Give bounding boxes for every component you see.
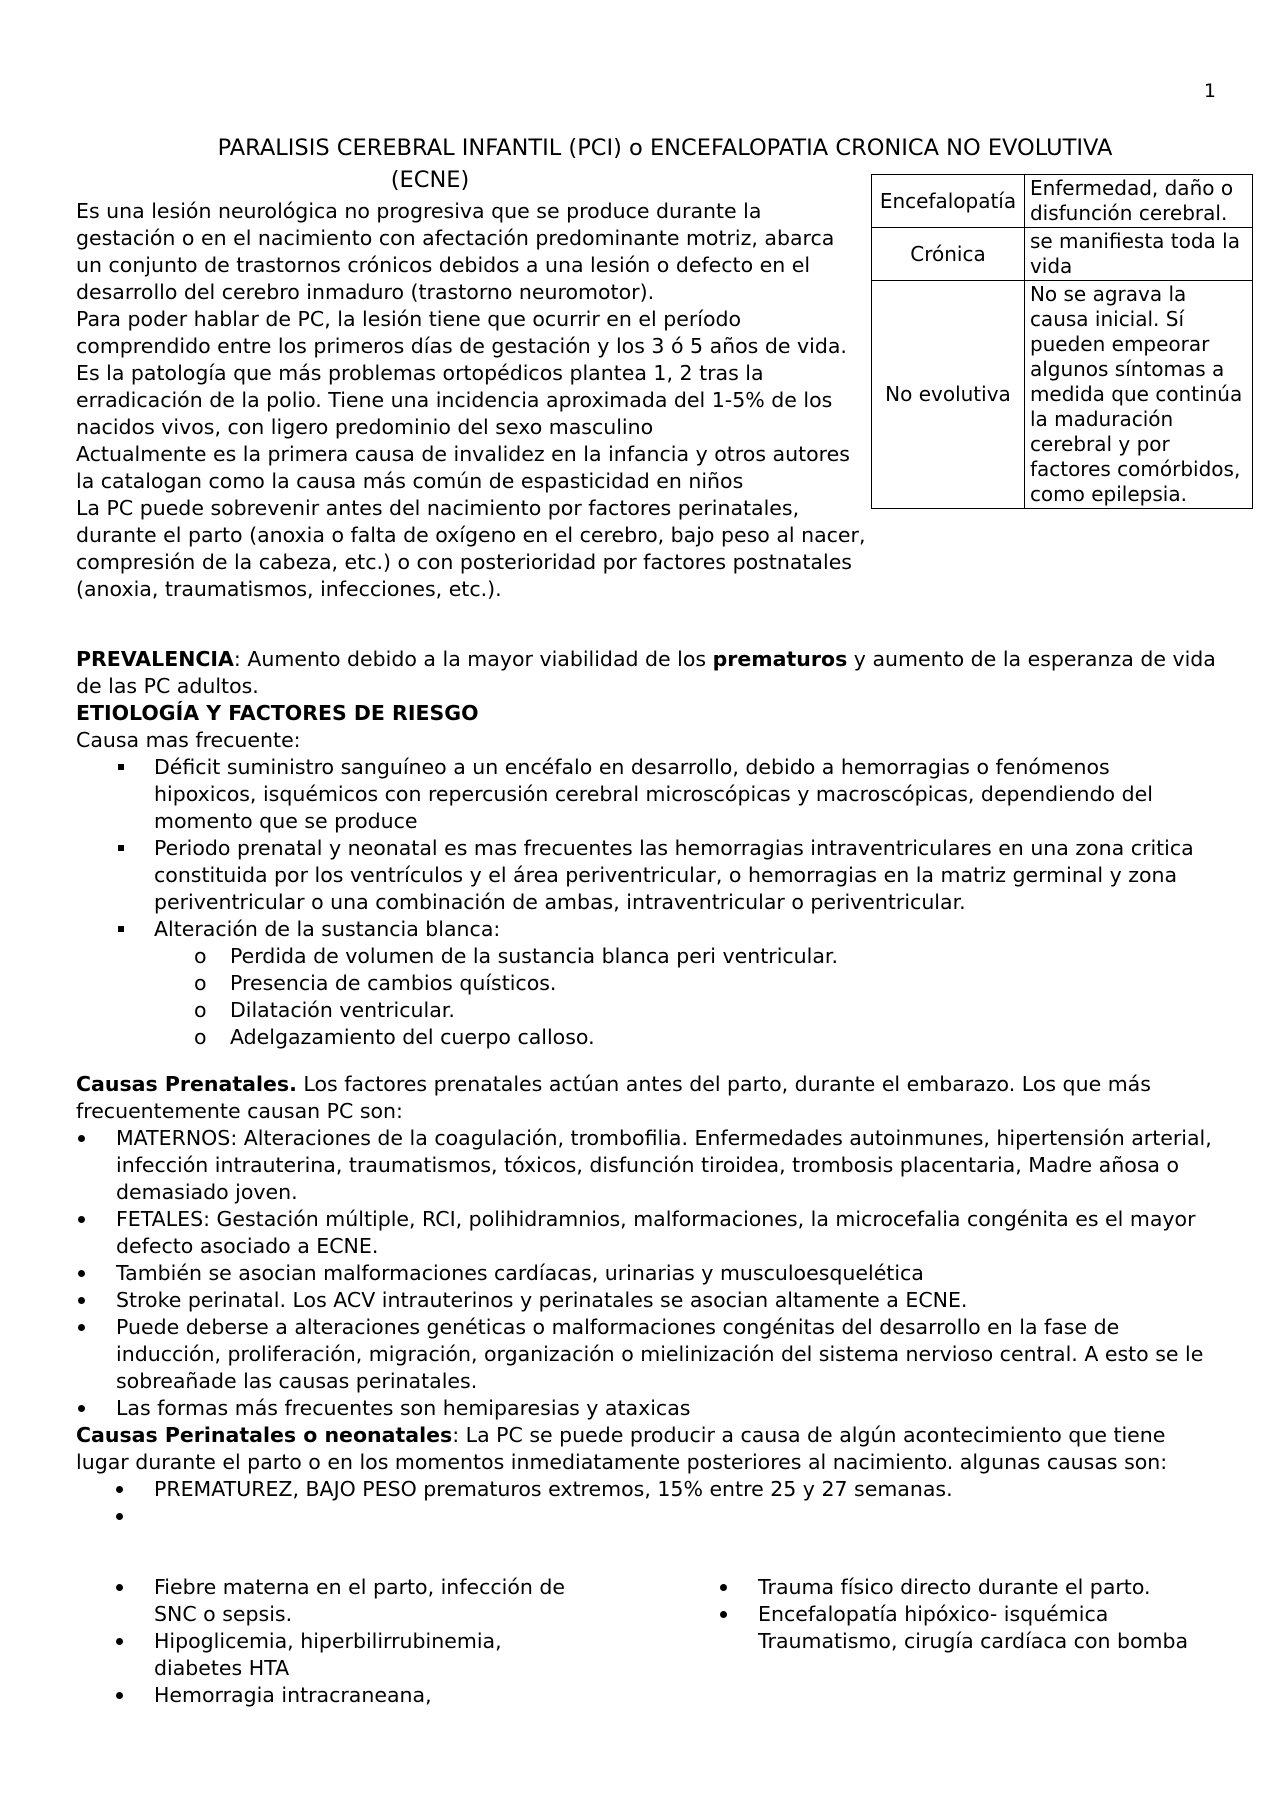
- list-item: Hipoglicemia, hiperbilirrubinemia, diabetes HTA: [76, 1628, 596, 1682]
- prenatales-label: Causas Prenatales.: [76, 1072, 297, 1096]
- intro-paragraph: Actualmente es la primera causa de invalidez en la infancia y otros autores la catalogan como la causa más común de espasticidad en niños: [76, 442, 850, 493]
- etiologia-heading-text: ETIOLOGÍA Y FACTORES DE RIESGO: [76, 701, 479, 725]
- table-row: [872, 175, 1253, 228]
- definitions-table: [871, 174, 1253, 509]
- list-item: FETALES: Gestación múltiple, RCI, polihidramnios, malformaciones, la microcefalia congénita es el mayor defecto asociado a ECNE.: [76, 1206, 1216, 1260]
- page-title: PARALISIS CEREBRAL INFANTIL (PCI) o ENCEFALOPATIA CRONICA NO EVOLUTIVA: [217, 135, 1113, 161]
- description-cell: se manifiesta toda la vida: [1024, 228, 1252, 281]
- term-cell: No evolutiva: [872, 281, 1025, 509]
- intro-paragraph: Es una lesión neurológica no progresiva que se produce durante la gestación o en el nacimiento con afectación predominante motriz, abarca un conjunto de trastornos crónicos debidos a una lesión o defecto en el desarrollo del cerebro inmaduro (trastorno neuromotor).: [76, 199, 835, 304]
- list-item: o Presencia de cambios quísticos.: [76, 970, 1216, 997]
- list-item: También se asocian malformaciones cardíacas, urinarias y musculoesquelética: [76, 1260, 1216, 1287]
- list-item: MATERNOS: Alteraciones de la coagulación, trombofilia. Enfermedades autoinmunes, hipertensión arterial, infección intrauterina, traumatismos, tóxicos, disfunción tiroidea, trombosis placentaria, Madre añosa o demasiado joven.: [76, 1125, 1216, 1206]
- page-number: 1: [1203, 80, 1216, 102]
- list-item: Trauma físico directo durante el parto.: [686, 1574, 1206, 1601]
- description-cell: Enfermedad, daño o disfunción cerebral.: [1024, 175, 1252, 228]
- intro-paragraph: La PC puede sobrevenir antes del nacimiento por factores perinatales, durante el parto (anoxia o falta de oxígeno en el cerebro, bajo peso al nacer, compresión de la cabeza, etc.) o con posterioridad por factores postnatales (anoxia, traumatismos, infecciones, etc.).: [76, 496, 866, 601]
- list-item: Fiebre materna en el parto, infección de SNC o sepsis.: [76, 1574, 596, 1628]
- table-row: [872, 228, 1253, 281]
- prenatales-paragraph: [76, 1071, 1216, 1125]
- list-item: Déficit suministro sanguíneo a un encéfalo en desarrollo, debido a hemorragias o fenómenos hipoxicos, isquémicos con repercusión cerebral microscópicas y macroscópicas, dependiendo del momento que se produce: [76, 754, 1216, 835]
- sustancia-blanca-sublist: [76, 943, 1216, 1051]
- perinatales-intro: : La PC se puede producir a causa de algún acontecimiento que tiene lugar durante el parto o en los momentos inmediatamente posteriores al nacimiento. algunas causas son:: [76, 1423, 1168, 1474]
- list-item: Periodo prenatal y neonatal es mas frecuentes las hemorragias intraventriculares en una zona critica constituida por los ventrículos y el área periventricular, o hemorragias en la matriz germinal y zona periventricular o una combinación de ambas, intraventricular o periventricular.: [76, 835, 1216, 916]
- etiologia-list: [76, 754, 1216, 943]
- perinatales-list: [76, 1476, 1216, 1530]
- perinatales-label: Causas Perinatales o neonatales: [76, 1423, 453, 1447]
- etiologia-intro: Causa mas frecuente:: [76, 728, 301, 752]
- list-item: PREMATUREZ, BAJO PESO prematuros extremos, 15% entre 25 y 27 semanas.: [76, 1476, 1216, 1503]
- perinatales-column-left: [76, 1574, 596, 1709]
- intro-paragraph: Para poder hablar de PC, la lesión tiene que ocurrir en el período comprendido entre los primeros días de gestación y los 3 ó 5 años de vida. Es la patología que más problemas ortopédicos plantea 1, 2 tras la erradicación de la polio. Tiene una incidencia aproximada del 1-5% de los nacidos vivos, con ligero predominio del sexo masculino: [76, 307, 847, 439]
- main-body: [76, 646, 1216, 1530]
- perinatales-paragraph: [76, 1422, 1216, 1476]
- perinatales-columns: [76, 1574, 1216, 1709]
- list-item: [76, 1503, 1216, 1530]
- table-row: [872, 281, 1253, 509]
- etiologia-heading: [76, 700, 1216, 727]
- term-cell: Crónica: [872, 228, 1025, 281]
- description-cell: No se agrava la causa inicial. Sí pueden empeorar algunos síntomas a medida que continúa la maduración cerebral y por factores comórbidos, como epilepsia.: [1024, 281, 1252, 509]
- prevalencia-text: : Aumento debido a la mayor viabilidad de los: [233, 647, 713, 671]
- list-item: Alteración de la sustancia blanca:: [76, 916, 1216, 943]
- page-title-continuation: (ECNE): [390, 167, 470, 193]
- prevalencia-paragraph: [76, 646, 1216, 700]
- prenatales-list: [76, 1125, 1216, 1422]
- list-item: Las formas más frecuentes son hemiparesias y ataxicas: [76, 1395, 1216, 1422]
- list-item: Hemorragia intracraneana,: [76, 1682, 596, 1709]
- list-item: Stroke perinatal. Los ACV intrauterinos y perinatales se asocian altamente a ECNE.: [76, 1287, 1216, 1314]
- prevalencia-bold-word: prematuros: [712, 647, 848, 671]
- prenatales-intro: Los factores prenatales actúan antes del parto, durante el embarazo. Los que más frecuentemente causan PC son:: [76, 1072, 1151, 1123]
- prevalencia-label: PREVALENCIA: [76, 647, 234, 671]
- list-item: Puede deberse a alteraciones genéticas o malformaciones congénitas del desarrollo en la fase de inducción, proliferación, migración, organización o mielinización del sistema nervioso central. A esto se le sobreañade las causas perinatales.: [76, 1314, 1216, 1395]
- list-item: o Adelgazamiento del cuerpo calloso.: [76, 1024, 1216, 1051]
- term-cell: Encefalopatía: [872, 175, 1025, 228]
- intro-text: [76, 198, 866, 603]
- prevalencia-text: y aumento de la esperanza de vida de las PC adultos.: [76, 647, 1216, 698]
- list-item: Encefalopatía hipóxico- isquémica Traumatismo, cirugía cardíaca con bomba: [686, 1601, 1206, 1655]
- perinatales-column-right: [686, 1574, 1206, 1709]
- list-item: o Perdida de volumen de la sustancia blanca peri ventricular.: [76, 943, 1216, 970]
- list-item: o Dilatación ventricular.: [76, 997, 1216, 1024]
